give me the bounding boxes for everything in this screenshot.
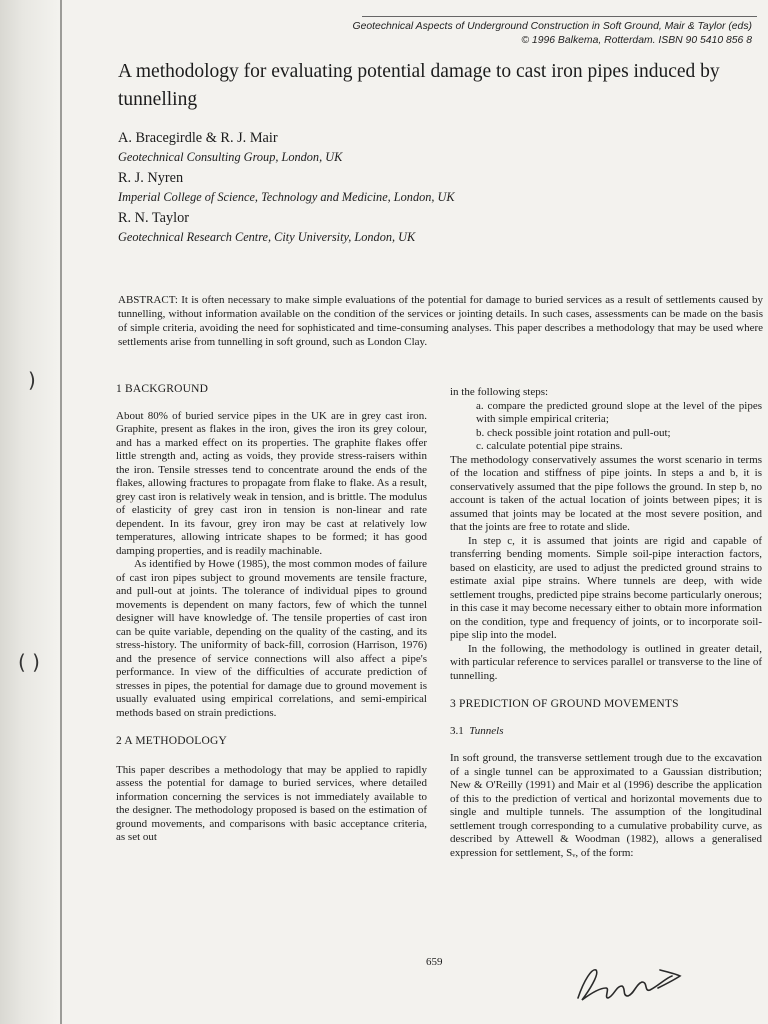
paper-title: A methodology for evaluating potential damage to cast iron pipes induced by tunnelling xyxy=(118,61,720,110)
author-name: A. Bracegirdle & R. J. Mair xyxy=(118,130,278,146)
paragraph: In the following, the methodology is outlined in greater detail, with particular reference to services parallel or transverse to the line of tunnelling. xyxy=(450,642,762,682)
paragraph: In soft ground, the transverse settlement trough due to the excavation of a single tunnel can be approximated to a Gaussian distribution; New & O'Reilly (1991) and Mair et al (1996) describe the application of this to the prediction of vertical and horizontal movements due to single and multiple tunnels. The assumption of the longitudinal settlement trough corresponding to a cumulative probability curve, as described by Attewell & Woodman (1982), allows a generalised expression for settlement, Sᵥ, of the form: xyxy=(450,752,762,859)
abstract: ABSTRACT: It is often necessary to make simple evaluations of the potential for damage to buried services as a result of settlements caused by tunnelling, without information available on the condition of the services or jointing details. In such cases, assessments can be made on the basis of simple criteria, avoiding the need for sophisticated and time-consuming analyses. This paper describes a methodology that may be used where settlements arise from tunnelling in soft ground, such as London Clay. xyxy=(118,294,763,348)
paragraph: in the following steps: xyxy=(450,386,549,398)
author-block xyxy=(118,129,718,249)
handwritten-signature xyxy=(572,958,684,1008)
author-name: R. J. Nyren xyxy=(118,170,184,186)
subsection-title: Tunnels xyxy=(469,724,504,737)
methodology-steps xyxy=(450,400,762,454)
section-heading: 3 PREDICTION OF GROUND MOVEMENTS xyxy=(450,698,679,710)
running-head xyxy=(353,20,752,48)
page-number: 659 xyxy=(426,956,443,968)
paragraph: The methodology conservatively assumes the worst scenario in terms of the location and stiffness of pipe joints. In steps a and b, it is conservatively assumed that the pipe follows the ground. In step b, no account is taken of the actual location of joints between pipes; it is assumed that joints may be located at the most severe position, and that the joints are free to rotate and slide. xyxy=(450,453,762,533)
running-head-line: © 1996 Balkema, Rotterdam. ISBN 90 5410 856 8 xyxy=(521,35,752,46)
paragraph: This paper describes a methodology that may be applied to rapidly assess the potential for damage to buried services, where detailed information concerning the services is not immediately available to the designer. The methodology proposed is based on the estimation of ground movements, and comparisons with basic acceptance criteria, as set out xyxy=(116,763,427,843)
list-item: a. compare the predicted ground slope at the level of the pipes with simple empirical criteria; xyxy=(476,399,762,425)
subsection-heading xyxy=(450,725,762,739)
paragraph: As identified by Howe (1985), the most common modes of failure of cast iron pipes subject to ground movements are tensile fracture, and pull-out at joints. The tolerance of individual pipes to ground movements is dependent on many factors, few of which the tunnel designer will have knowledge of. The tensile properties of cast iron can be quite variable, depending on the quality of the casting, and its stress-history. The uniformity of back-fill, corrosion (Harrison, 1976) and the presence of service connections will also affect a pipe's performance. In view of the difficulties of accurate prediction of stresses in pipes, the potential for damage due to ground movement is usually evaluated using empirical correlations, and semi-empirical methods based on strain predictions. xyxy=(116,558,427,719)
subsection-number: 3.1 xyxy=(450,724,464,737)
left-column xyxy=(116,383,427,845)
list-item: b. check possible joint rotation and pull-out; xyxy=(476,426,671,439)
margin-bracket-mark: ) xyxy=(28,368,36,392)
author-affiliation: Geotechnical Research Centre, City University, London, UK xyxy=(118,230,416,244)
right-column xyxy=(450,386,762,860)
page-binding-shadow xyxy=(0,0,58,1024)
list-item: c. calculate potential pipe strains. xyxy=(476,440,623,452)
section-heading: 2 A METHODOLOGY xyxy=(116,735,227,747)
running-head-line: Geotechnical Aspects of Underground Construction in Soft Ground, Mair & Taylor (eds) xyxy=(352,21,752,32)
author-name: R. N. Taylor xyxy=(118,210,190,226)
author-affiliation: Geotechnical Consulting Group, London, UK xyxy=(118,150,343,164)
margin-bracket-mark: ( ) xyxy=(18,650,40,674)
paragraph: About 80% of buried service pipes in the UK are in grey cast iron. Graphite, present as flakes in the iron, gives the iron its grey colour, and has a marked effect on its properties. The graphite flakes offer little strength and, acting as voids, they provide stress-raisers within the iron. Tensile stresses tend to concentrate around the ends of the flakes, allowing fractures to propagate from flake to flake. As a result, grey cast iron is relatively weak in tension, and is brittle. The modulus of elasticity of grey cast iron in tension is non-linear and rate dependent. In its favour, grey iron may be cast at relatively low temperatures, allowing intricate shapes to be formed; it has good damping properties, and is readily machinable. xyxy=(116,409,427,557)
section-heading: 1 BACKGROUND xyxy=(116,383,209,395)
author-affiliation: Imperial College of Science, Technology and Medicine, London, UK xyxy=(118,190,455,204)
paragraph: In step c, it is assumed that joints are rigid and capable of transferring bending moments. Simple soil-pipe interaction factors, based on elasticity, are used to adjust the predicted ground strains to estimate axial pipe strains. Where tunnels are deep, with wide settlement troughs, predicted pipe strains become particularly onerous; in this case it may become necessary either to obtain more information on the condition, type and frequency of joints, or to incorporate soil-pipe slip into the model. xyxy=(450,534,762,641)
header-rule xyxy=(362,16,757,17)
